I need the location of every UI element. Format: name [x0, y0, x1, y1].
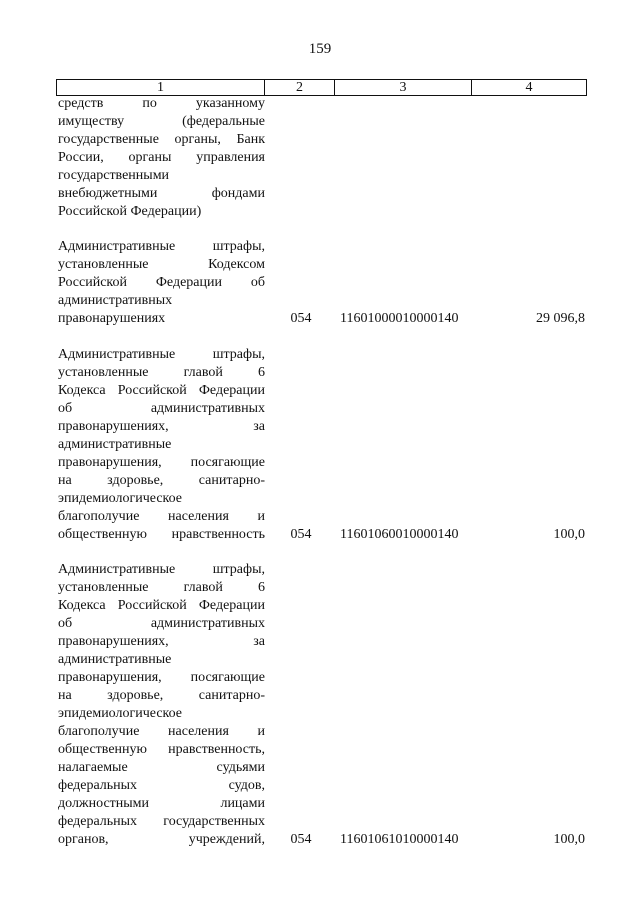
row-2-code: 054 [290, 527, 312, 542]
row-1-line: Российской Федерации об [58, 275, 265, 290]
row-0-line: государственными [58, 168, 170, 183]
row-2-line: на здоровье, санитарно- [58, 473, 265, 488]
row-2-kbk: 11601060010000140 [340, 527, 459, 542]
row-2-line: общественную нравственность [58, 527, 265, 542]
row-3-line: Административные штрафы, [58, 562, 265, 577]
row-0-line: России, органы управления [58, 150, 265, 165]
row-2-line: правонарушениях, за [58, 419, 265, 434]
header-col-2: 2 [265, 80, 335, 95]
row-2-line: административные [58, 437, 172, 452]
row-2-line: благополучие населения и [58, 509, 265, 524]
row-3-code: 054 [290, 832, 312, 847]
row-3-line: органов, учреждений, [58, 832, 265, 847]
row-3-line: благополучие населения и [58, 724, 265, 739]
row-3-line: федеральных государственных [58, 814, 265, 829]
row-3-line: федеральных судов, [58, 778, 265, 793]
row-3-line: на здоровье, санитарно- [58, 688, 265, 703]
row-1-description [58, 238, 265, 328]
row-1-line: установленные Кодексом [58, 257, 265, 272]
row-3-line: об административных [58, 616, 265, 631]
header-col-1: 1 [57, 80, 265, 95]
row-3-line: установленные главой 6 [58, 580, 265, 595]
header-col-4: 4 [525, 80, 533, 95]
row-3-line: должностными лицами [58, 796, 265, 811]
row-2-sum: 100,0 [553, 527, 585, 542]
header-col-3: 3 [335, 80, 472, 95]
row-3-kbk: 11601061010000140 [340, 832, 459, 847]
row-3-line: правонарушениях, за [58, 634, 265, 649]
row-1-line: Административные штрафы, [58, 239, 265, 254]
row-0-description [58, 95, 265, 221]
row-1-line: правонарушениях [58, 311, 166, 326]
row-2-line: об административных [58, 401, 265, 416]
row-1-line: административных [58, 293, 173, 308]
row-1-sum: 29 096,8 [536, 311, 585, 326]
row-2-description [58, 346, 265, 544]
row-2-line: установленные главой 6 [58, 365, 265, 380]
row-2-line: Административные штрафы, [58, 347, 265, 362]
row-3-line: эпидемиологическое [58, 706, 183, 721]
row-3-line: правонарушения, посягающие [58, 670, 265, 685]
row-1-kbk: 11601000010000140 [340, 311, 459, 326]
page-number: 159 [308, 41, 332, 57]
row-0-line: внебюджетными фондами [58, 186, 265, 201]
row-0-line: имуществу (федеральные [58, 114, 265, 129]
row-3-line: административные [58, 652, 172, 667]
row-2-line: эпидемиологическое [58, 491, 183, 506]
row-2-line: правонарушения, посягающие [58, 455, 265, 470]
row-3-line: общественную нравственность, [58, 742, 265, 757]
row-3-sum: 100,0 [553, 832, 585, 847]
row-0-line: Российской Федерации) [58, 204, 202, 219]
row-0-line: государственные органы, Банк [58, 132, 265, 147]
row-3-description [58, 561, 265, 849]
row-3-line: Кодекса Российской Федерации [58, 598, 265, 613]
row-2-line: Кодекса Российской Федерации [58, 383, 265, 398]
table-header-row [56, 79, 587, 96]
row-3-line: налагаемые судьями [58, 760, 265, 775]
row-0-line: средств по указанному [58, 96, 265, 111]
row-1-code: 054 [290, 311, 312, 326]
